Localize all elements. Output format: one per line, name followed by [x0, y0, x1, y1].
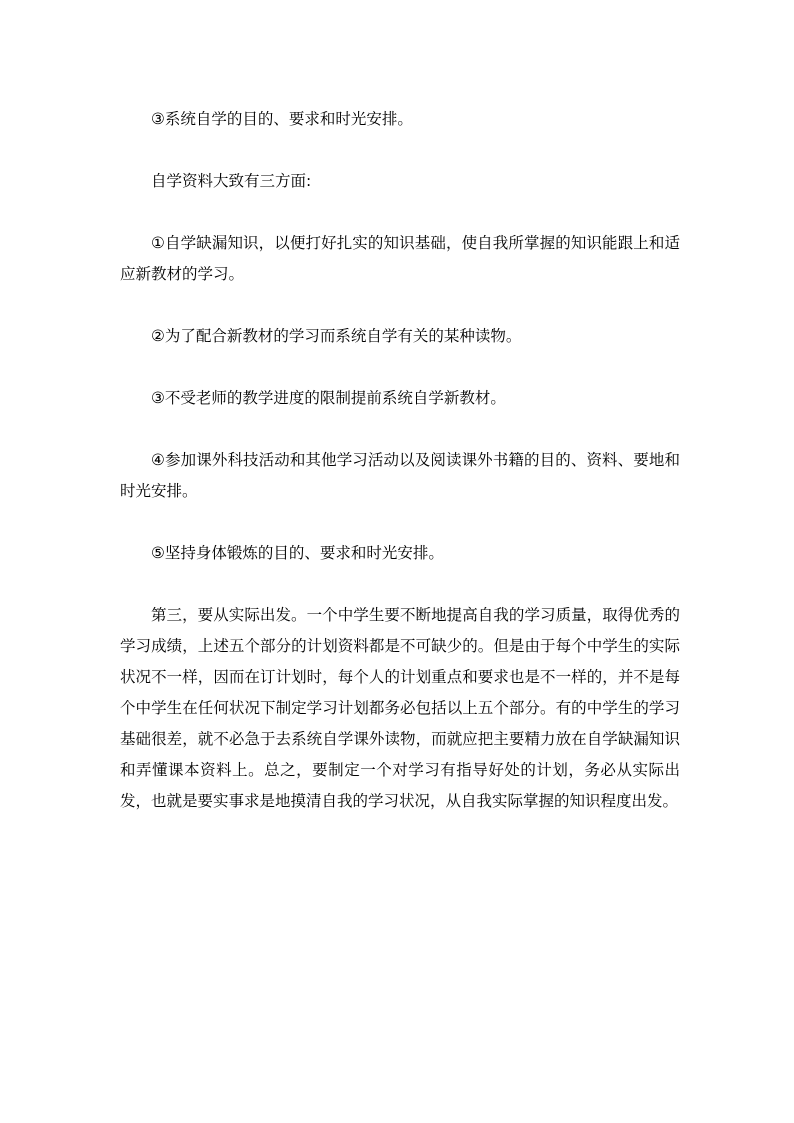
paragraph-item-1: ①自学缺漏知识，以便打好扎实的知识基础，使自我所掌握的知识能跟上和适应新教材的学习。	[120, 234, 680, 283]
paragraph-third-point: 第三，要从实际出发。一个中学生要不断地提高自我的学习质量，取得优秀的学习成绩，上述五个部分的计划资料都是不可缺少的。但是由于每个中学生的实际状况不一样，因而在订计划时，每个人的计划重点和要求也是不一样的，并不是每个中学生在任何状况下制定学习计划都务必包括以上五个部分。有的中学生的学习基础很差，就不必急于去系统自学课外读物，而就应把主要精力放在自学缺漏知识和弄懂课本资料上。总之，要制定一个对学习有指导好处的计划，务必从实际出发，也就是要实事求是地摸清自我的学习状况，从自我实际掌握的知识程度出发。	[120, 606, 680, 810]
paragraph-item-3: ③不受老师的教学进度的限制提前系统自学新教材。	[151, 389, 506, 407]
paragraph-self-study-schedule: ③系统自学的目的、要求和时光安排。	[151, 110, 413, 128]
document-body	[120, 104, 680, 817]
paragraph-item-2: ②为了配合新教材的学习而系统自学有关的某种读物。	[151, 327, 522, 345]
paragraph-item-4: ④参加课外科技活动和其他学习活动以及阅读课外书籍的目的、资料、要地和时光安排。	[120, 451, 680, 500]
paragraph-self-study-intro: 自学资料大致有三方面:	[151, 172, 312, 190]
paragraph-item-5: ⑤坚持身体锻炼的目的、要求和时光安排。	[151, 544, 444, 562]
